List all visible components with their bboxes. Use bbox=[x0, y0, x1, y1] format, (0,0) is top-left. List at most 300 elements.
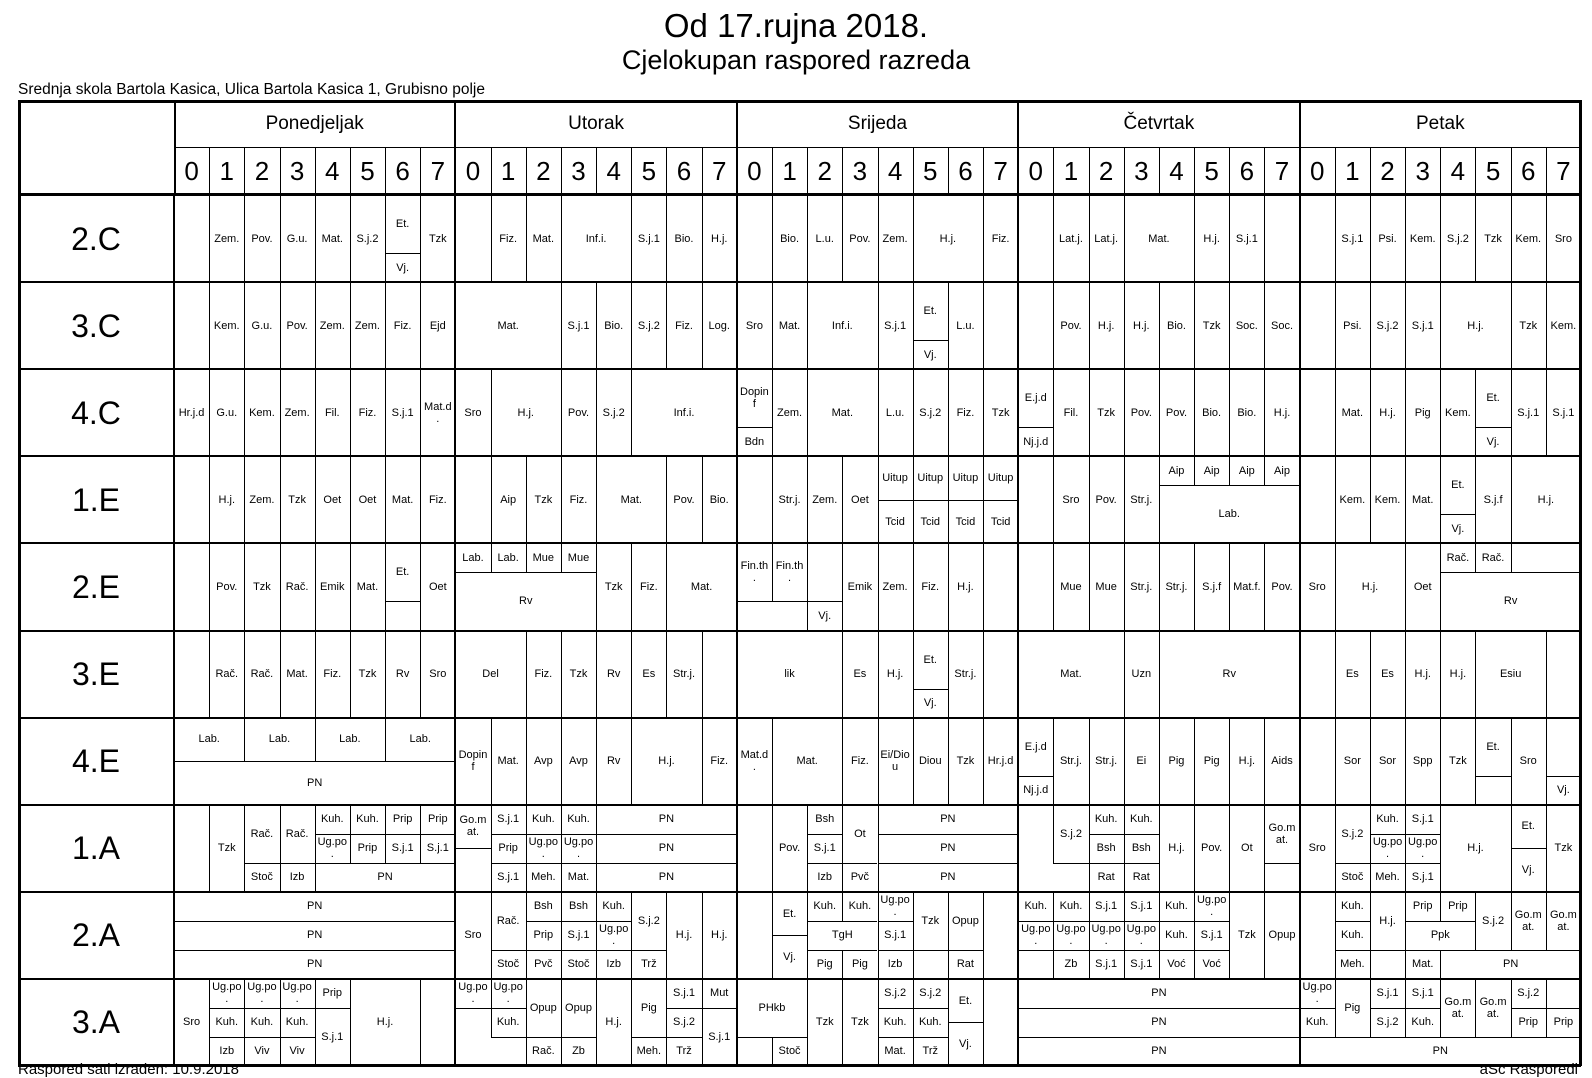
lesson-border bbox=[1370, 950, 1405, 951]
lesson-cell: Es bbox=[1345, 668, 1359, 681]
lesson-border bbox=[983, 282, 984, 369]
lesson-cell: Tzk bbox=[1449, 755, 1467, 768]
period-header: 2 bbox=[817, 156, 832, 186]
lesson-cell: Go.m at. bbox=[1268, 821, 1296, 846]
lesson-cell: Tzk bbox=[428, 232, 447, 245]
lesson-cell: Sro bbox=[1308, 842, 1326, 855]
lesson-cell: Trž bbox=[676, 1045, 692, 1058]
lesson-cell: Zem. bbox=[319, 319, 345, 332]
lesson-cell: Mat. bbox=[391, 493, 414, 506]
class-name: 2.C bbox=[71, 220, 121, 257]
period-header: 1 bbox=[782, 156, 797, 186]
lesson-cell: Fiz. bbox=[358, 406, 377, 419]
lesson-cell: Str.j. bbox=[1059, 755, 1082, 768]
class-name: 2.E bbox=[71, 568, 121, 605]
lesson-cell: Spp bbox=[1412, 755, 1433, 768]
lesson-cell: Fil. bbox=[1063, 406, 1079, 419]
period-header: 2 bbox=[1380, 156, 1395, 186]
lesson-border bbox=[1018, 950, 1053, 951]
lesson-cell: Ug.po . bbox=[1372, 836, 1403, 861]
lesson-cell: Stoč bbox=[497, 958, 520, 971]
lesson-border bbox=[983, 543, 984, 630]
lesson-cell: Mut bbox=[710, 987, 729, 1000]
lesson-cell: Rv bbox=[606, 668, 621, 681]
lesson-cell: S.j.2 bbox=[1376, 1016, 1399, 1029]
lesson-border bbox=[1018, 863, 1019, 892]
class-name: 3.E bbox=[71, 656, 121, 693]
lesson-cell: Go.m at. bbox=[459, 814, 487, 839]
lesson-cell: Fiz. bbox=[851, 755, 869, 768]
lesson-cell: S.j.1 bbox=[673, 987, 696, 1000]
lesson-cell: Ug.po . bbox=[1126, 923, 1156, 948]
lesson-cell: Aids bbox=[1271, 755, 1293, 768]
lesson-cell: Mat. bbox=[796, 755, 818, 768]
lesson-border bbox=[737, 863, 738, 892]
lesson-cell: Kuh. bbox=[215, 1016, 239, 1029]
lesson-cell: S.j.2 bbox=[637, 319, 660, 332]
lesson-cell: Kuh. bbox=[532, 813, 555, 826]
lesson-cell: PN bbox=[307, 900, 323, 913]
lesson-border bbox=[737, 456, 738, 543]
lesson-cell: Es bbox=[642, 668, 656, 681]
lesson-cell: Prip bbox=[428, 813, 448, 826]
lesson-cell: Kuh. bbox=[1165, 929, 1188, 942]
lesson-cell: Stoč bbox=[250, 871, 273, 884]
lesson-cell: Es bbox=[1381, 668, 1394, 681]
day-header: Četvrtak bbox=[1123, 112, 1195, 134]
day-header: Srijeda bbox=[847, 112, 908, 134]
lesson-cell: Sro bbox=[1519, 755, 1537, 768]
lesson-cell: G.u. bbox=[216, 406, 238, 419]
lesson-cell: Vj. bbox=[959, 1038, 972, 1051]
lesson-cell: Prip bbox=[498, 842, 518, 855]
lesson-cell: S.j.1 bbox=[391, 842, 414, 855]
lesson-cell: Fiz. bbox=[534, 668, 553, 681]
lesson-cell: Et. bbox=[923, 305, 937, 318]
period-header: 7 bbox=[1274, 156, 1290, 186]
lesson-cell: Zem. bbox=[354, 319, 380, 332]
lesson-cell: H.j. bbox=[1449, 668, 1467, 681]
lesson-border bbox=[1511, 543, 1512, 572]
lesson-cell: Oet bbox=[1413, 580, 1432, 593]
lesson-cell: Rač. bbox=[1446, 551, 1470, 564]
lesson-cell: Tzk bbox=[815, 1016, 834, 1029]
period-header: 5 bbox=[1204, 156, 1219, 186]
lesson-cell: Mue bbox=[532, 551, 555, 564]
lesson-border bbox=[1018, 500, 1019, 544]
lesson-cell: Kuh. bbox=[1341, 929, 1364, 942]
lesson-cell: Rv bbox=[519, 595, 533, 608]
lesson-cell: S.j.1 bbox=[1130, 900, 1153, 913]
lesson-cell: Avp bbox=[533, 755, 553, 768]
lesson-cell: Tzk bbox=[956, 755, 975, 768]
lesson-cell: S.j.2 bbox=[637, 914, 660, 927]
period-header: 3 bbox=[1415, 156, 1430, 186]
lesson-cell: Mat. bbox=[1341, 406, 1364, 419]
lesson-cell: Rač. bbox=[1481, 551, 1505, 564]
lesson-cell: Bsh bbox=[815, 813, 835, 826]
lesson-cell: S.j.1 bbox=[1411, 871, 1434, 884]
lesson-border bbox=[455, 456, 456, 543]
period-header: 6 bbox=[1520, 156, 1536, 186]
lesson-cell: Pov. bbox=[216, 580, 238, 593]
lesson-cell: Zem. bbox=[249, 493, 275, 506]
lesson-cell: Kuh. bbox=[285, 1016, 309, 1029]
day-header: Utorak bbox=[568, 112, 625, 134]
lesson-cell: Kem. bbox=[213, 319, 240, 332]
lesson-cell: Vj. bbox=[1486, 435, 1500, 448]
lesson-cell: Tzk bbox=[604, 580, 623, 593]
lesson-cell: Mat. bbox=[884, 1045, 906, 1058]
lesson-border bbox=[737, 834, 738, 863]
lesson-cell: Lab. bbox=[198, 733, 220, 746]
lesson-border bbox=[913, 950, 914, 979]
lesson-cell: Vj. bbox=[923, 697, 937, 710]
lesson-cell: Fiz. bbox=[675, 319, 693, 332]
lesson-cell: Uitup bbox=[882, 472, 908, 485]
lesson-cell: Dopin f bbox=[458, 749, 488, 774]
lesson-border bbox=[1300, 631, 1301, 718]
lesson-cell: Bsh bbox=[1131, 842, 1151, 855]
lesson-cell: Mat. bbox=[1412, 493, 1434, 506]
lesson-cell: Kuh. bbox=[1024, 900, 1048, 913]
period-header: 6 bbox=[958, 156, 973, 186]
lesson-cell: Go.m at. bbox=[1444, 995, 1472, 1020]
lesson-cell: S.j.1 bbox=[497, 813, 520, 826]
lesson-cell: Ot bbox=[1241, 842, 1253, 855]
lesson-cell: Pov. bbox=[286, 319, 308, 332]
lesson-cell: Et. bbox=[958, 994, 973, 1007]
lesson-cell: Emik bbox=[847, 580, 873, 593]
lesson-cell: S.j.f bbox=[1483, 493, 1503, 506]
lesson-cell: Mat. bbox=[497, 319, 519, 332]
lesson-cell: Fiz. bbox=[956, 406, 975, 419]
lesson-cell: Kem. bbox=[1515, 232, 1542, 245]
lesson-cell: S.j.2 bbox=[884, 987, 907, 1000]
lesson-border bbox=[1581, 572, 1582, 630]
period-header: 5 bbox=[1485, 156, 1501, 186]
class-name: 1.E bbox=[71, 481, 121, 518]
period-header: 7 bbox=[993, 156, 1008, 186]
lesson-cell: PN bbox=[658, 842, 675, 855]
lesson-border bbox=[1581, 1037, 1582, 1066]
lesson-cell: Vj. bbox=[923, 348, 937, 361]
lesson-cell: Ug.po . bbox=[1302, 981, 1332, 1006]
lesson-cell: S.j.2 bbox=[673, 1016, 696, 1029]
lesson-cell: S.j.1 bbox=[391, 406, 414, 419]
lesson-cell: Tzk bbox=[1202, 319, 1221, 332]
lesson-cell: PN bbox=[307, 958, 323, 971]
lesson-cell: L.u. bbox=[885, 406, 905, 419]
lesson-cell: Hr.j.d bbox=[178, 406, 205, 419]
lesson-border bbox=[1018, 834, 1019, 863]
lesson-cell: Zem. bbox=[284, 406, 310, 419]
lesson-cell: Zem. bbox=[882, 580, 908, 593]
lesson-cell: Pov. bbox=[778, 842, 801, 855]
day-divider bbox=[173, 631, 175, 718]
lesson-cell: S.j.1 bbox=[708, 1030, 731, 1043]
lesson-cell: Kem. bbox=[1550, 319, 1577, 332]
lesson-cell: Pig bbox=[640, 1001, 657, 1014]
lesson-cell: H.j. bbox=[605, 1016, 622, 1029]
lesson-border bbox=[1581, 776, 1582, 805]
lesson-cell: Mat. bbox=[532, 232, 555, 245]
lesson-cell: Nj.j.d bbox=[1023, 435, 1049, 448]
lesson-cell: PN bbox=[377, 871, 393, 884]
lesson-border bbox=[1300, 369, 1301, 456]
lesson-border bbox=[737, 195, 738, 282]
lesson-cell: Log. bbox=[708, 319, 730, 332]
lesson-border bbox=[1581, 456, 1582, 543]
lesson-border bbox=[1581, 805, 1582, 892]
lesson-cell: H.j. bbox=[517, 406, 534, 419]
lesson-cell: Opup bbox=[529, 1001, 557, 1014]
lesson-cell: Rv bbox=[395, 668, 410, 681]
lesson-cell: Del bbox=[482, 668, 499, 681]
lesson-cell: Tzk bbox=[1484, 232, 1502, 245]
lesson-cell: Uitup bbox=[917, 472, 944, 485]
period-header: 0 bbox=[1309, 156, 1325, 186]
lesson-cell: Lab. bbox=[497, 551, 519, 564]
lesson-cell: Mat. bbox=[1412, 958, 1434, 971]
lesson-cell: Kuh. bbox=[1129, 813, 1153, 826]
lesson-cell: Ug.po . bbox=[317, 836, 347, 861]
lesson-cell: PN bbox=[1503, 958, 1519, 971]
lesson-cell: Trž bbox=[922, 1045, 938, 1058]
lesson-cell: PN bbox=[307, 776, 323, 789]
period-header: 4 bbox=[606, 156, 621, 186]
lesson-cell: Prip bbox=[1448, 900, 1468, 913]
period-header: 1 bbox=[500, 156, 516, 186]
lesson-cell: H.j. bbox=[1537, 493, 1555, 506]
lesson-cell: S.j.2 bbox=[1341, 827, 1364, 840]
lesson-cell: Vj. bbox=[1521, 864, 1535, 877]
lesson-border bbox=[455, 848, 490, 849]
lesson-cell: Ug.po . bbox=[282, 981, 312, 1006]
lesson-cell: S.j.1 bbox=[567, 929, 590, 942]
lesson-cell: Psi. bbox=[1343, 319, 1362, 332]
lesson-cell: Kuh. bbox=[1341, 900, 1364, 913]
lesson-cell: Bsh bbox=[1096, 842, 1116, 855]
period-header: 6 bbox=[395, 156, 410, 186]
lesson-cell: S.j.1 bbox=[1376, 987, 1399, 1000]
lesson-cell: PN bbox=[1151, 1045, 1167, 1058]
lesson-cell: Fin.th . bbox=[740, 560, 769, 585]
lesson-cell: Pov. bbox=[567, 406, 590, 419]
lesson-cell: Str.j. bbox=[954, 668, 977, 681]
lesson-cell: lik bbox=[784, 668, 795, 681]
period-header: 7 bbox=[711, 156, 727, 186]
lesson-cell: TgH bbox=[831, 929, 853, 942]
lesson-cell: Uitup bbox=[987, 472, 1014, 485]
lesson-cell: Uitup bbox=[952, 472, 979, 485]
lesson-cell: Tcid bbox=[990, 515, 1011, 528]
lesson-cell: Tzk bbox=[1519, 319, 1538, 332]
period-header: 1 bbox=[1063, 156, 1079, 186]
lesson-cell: Rv bbox=[1222, 668, 1236, 681]
lesson-border bbox=[1581, 1008, 1582, 1037]
lesson-cell: Kuh. bbox=[1059, 900, 1083, 913]
lesson-cell: Mat. bbox=[620, 493, 642, 506]
lesson-cell: Oet bbox=[358, 493, 377, 506]
period-header: 6 bbox=[1239, 156, 1255, 186]
period-header: 3 bbox=[289, 156, 305, 186]
period-header: 3 bbox=[1134, 156, 1149, 186]
lesson-cell: Stoč bbox=[778, 1045, 801, 1058]
day-divider bbox=[1017, 543, 1019, 630]
lesson-cell: S.j.1 bbox=[1552, 406, 1575, 419]
lesson-cell: H.j. bbox=[658, 755, 675, 768]
lesson-cell: Fiz. bbox=[323, 668, 342, 681]
lesson-cell: Tzk bbox=[1237, 929, 1256, 942]
lesson-cell: Tzk bbox=[1554, 842, 1573, 855]
lesson-cell: Mat. bbox=[778, 319, 801, 332]
lesson-cell: Et. bbox=[923, 653, 937, 666]
lesson-cell: E.j.d bbox=[1024, 740, 1047, 753]
lesson-cell: Mat.f. bbox=[1233, 580, 1261, 593]
lesson-cell: Pig bbox=[1414, 406, 1431, 419]
lesson-cell: Rat bbox=[956, 958, 974, 971]
lesson-cell: Fiz. bbox=[569, 493, 588, 506]
period-header: 5 bbox=[360, 156, 375, 186]
lesson-cell: Pov. bbox=[1130, 406, 1152, 419]
lesson-cell: Ot bbox=[854, 827, 866, 840]
lesson-cell: Trž bbox=[641, 958, 657, 971]
footer-brand: aSc Rasporedi bbox=[1479, 1061, 1578, 1078]
lesson-cell: Et. bbox=[1486, 740, 1500, 753]
lesson-cell: Sro bbox=[464, 406, 482, 419]
lesson-cell: Soc. bbox=[1271, 319, 1294, 332]
lesson-cell: Pig bbox=[1344, 1001, 1361, 1014]
lesson-cell: Stoč bbox=[567, 958, 590, 971]
lesson-cell: H.j. bbox=[1203, 232, 1220, 245]
lesson-cell: H.j. bbox=[1379, 914, 1396, 927]
lesson-cell: Pov. bbox=[1165, 406, 1188, 419]
lesson-cell: H.j. bbox=[1467, 319, 1484, 332]
lesson-border bbox=[1546, 631, 1547, 718]
lesson-cell: Tcid bbox=[920, 515, 941, 528]
lesson-border bbox=[1018, 195, 1019, 282]
lesson-cell: Lab. bbox=[1218, 508, 1240, 521]
lesson-cell: Vj. bbox=[783, 951, 796, 964]
lesson-cell: Kem. bbox=[1409, 232, 1436, 245]
lesson-cell: Uzn bbox=[1131, 668, 1152, 681]
lesson-cell: Emik bbox=[320, 580, 345, 593]
lesson-cell: Mat. bbox=[497, 755, 519, 768]
lesson-cell: Tzk bbox=[921, 914, 940, 927]
lesson-cell: Kuh. bbox=[848, 900, 872, 913]
day-divider bbox=[173, 805, 175, 892]
lesson-cell: Tzk bbox=[534, 493, 553, 506]
lesson-cell: Rač. bbox=[250, 827, 274, 840]
lesson-cell: Go.m at. bbox=[1479, 995, 1507, 1020]
lesson-border bbox=[1581, 195, 1582, 282]
lesson-cell: Mat. bbox=[321, 232, 343, 245]
lesson-cell: S.j.1 bbox=[1517, 406, 1540, 419]
lesson-border bbox=[983, 631, 984, 718]
lesson-cell: Go.m at. bbox=[1514, 908, 1542, 933]
lesson-cell: Tzk bbox=[851, 1016, 869, 1029]
lesson-cell: Kuh. bbox=[1411, 1016, 1435, 1029]
lesson-cell: Oet bbox=[851, 493, 869, 506]
period-header: 1 bbox=[219, 156, 234, 186]
lesson-border bbox=[1475, 776, 1510, 777]
lesson-cell: S.j.1 bbox=[321, 1030, 344, 1043]
day-header: Petak bbox=[1415, 112, 1465, 134]
lesson-cell: Mat.d . bbox=[424, 400, 452, 425]
lesson-cell: Sro bbox=[745, 319, 763, 332]
day-divider bbox=[173, 282, 175, 369]
lesson-cell: Stoč bbox=[1341, 871, 1364, 884]
lesson-cell: Rač. bbox=[532, 1045, 555, 1058]
lesson-cell: Sro bbox=[1308, 580, 1326, 593]
lesson-cell: Lat.j. bbox=[1094, 232, 1119, 245]
lesson-cell: Mat. bbox=[690, 580, 713, 593]
lesson-cell: Mue bbox=[1060, 580, 1082, 593]
lesson-cell: Fiz. bbox=[499, 232, 518, 245]
lesson-cell: Rač. bbox=[285, 580, 309, 593]
lesson-cell: S.j.1 bbox=[497, 871, 520, 884]
page-subtitle: Cjelokupan raspored razreda bbox=[621, 45, 971, 75]
lesson-cell: Oet bbox=[323, 493, 342, 506]
lesson-cell: Izb bbox=[289, 871, 305, 884]
lesson-cell: PN bbox=[940, 813, 956, 826]
lesson-cell: Kuh. bbox=[1165, 900, 1188, 913]
lesson-cell: Lab. bbox=[462, 551, 484, 564]
lesson-border bbox=[737, 892, 738, 979]
lesson-cell: Str.j. bbox=[778, 493, 801, 506]
lesson-cell: Mat. bbox=[567, 871, 590, 884]
lesson-cell: S.j.1 bbox=[1095, 958, 1118, 971]
lesson-cell: Pig bbox=[851, 958, 868, 971]
lesson-border bbox=[1581, 892, 1582, 950]
period-header: 3 bbox=[852, 156, 868, 186]
lesson-cell: Ejd bbox=[429, 319, 446, 332]
lesson-cell: Fiz. bbox=[639, 580, 658, 593]
lesson-cell: Kuh. bbox=[496, 1016, 520, 1029]
lesson-cell: Kuh. bbox=[918, 1016, 942, 1029]
lesson-cell: Et. bbox=[1486, 392, 1500, 405]
lesson-cell: Str.j. bbox=[1095, 755, 1118, 768]
lesson-cell: Kem. bbox=[249, 406, 275, 419]
lesson-border bbox=[1300, 718, 1301, 805]
lesson-cell: E.j.d bbox=[1024, 392, 1047, 405]
lesson-cell: Hr.j.d bbox=[987, 755, 1014, 768]
lesson-border bbox=[1264, 863, 1299, 864]
lesson-cell: Bio. bbox=[674, 232, 694, 245]
period-header: 2 bbox=[536, 156, 551, 186]
lesson-cell: Prip bbox=[322, 987, 343, 1000]
lesson-cell: Pov. bbox=[1060, 319, 1082, 332]
lesson-cell: Pig bbox=[1203, 755, 1220, 768]
lesson-cell: H.j. bbox=[1361, 580, 1379, 593]
lesson-cell: Vj. bbox=[1451, 522, 1465, 535]
lesson-cell: Zb bbox=[1064, 958, 1078, 971]
lesson-cell: S.j.2 bbox=[919, 406, 942, 419]
class-name: 2.A bbox=[71, 917, 121, 954]
lesson-cell: PN bbox=[940, 871, 956, 884]
lesson-cell: Zem. bbox=[812, 493, 838, 506]
lesson-cell: Et. bbox=[1451, 479, 1465, 492]
lesson-border bbox=[1546, 979, 1547, 1008]
lesson-cell: Vj. bbox=[1556, 784, 1570, 797]
lesson-cell: S.j.1 bbox=[1411, 813, 1434, 826]
lesson-cell: Rač. bbox=[215, 668, 239, 681]
lesson-cell: S.j.2 bbox=[1376, 319, 1399, 332]
lesson-cell: H.j. bbox=[675, 929, 693, 942]
lesson-cell: H.j. bbox=[376, 1016, 394, 1029]
lesson-cell: S.j.1 bbox=[884, 319, 907, 332]
